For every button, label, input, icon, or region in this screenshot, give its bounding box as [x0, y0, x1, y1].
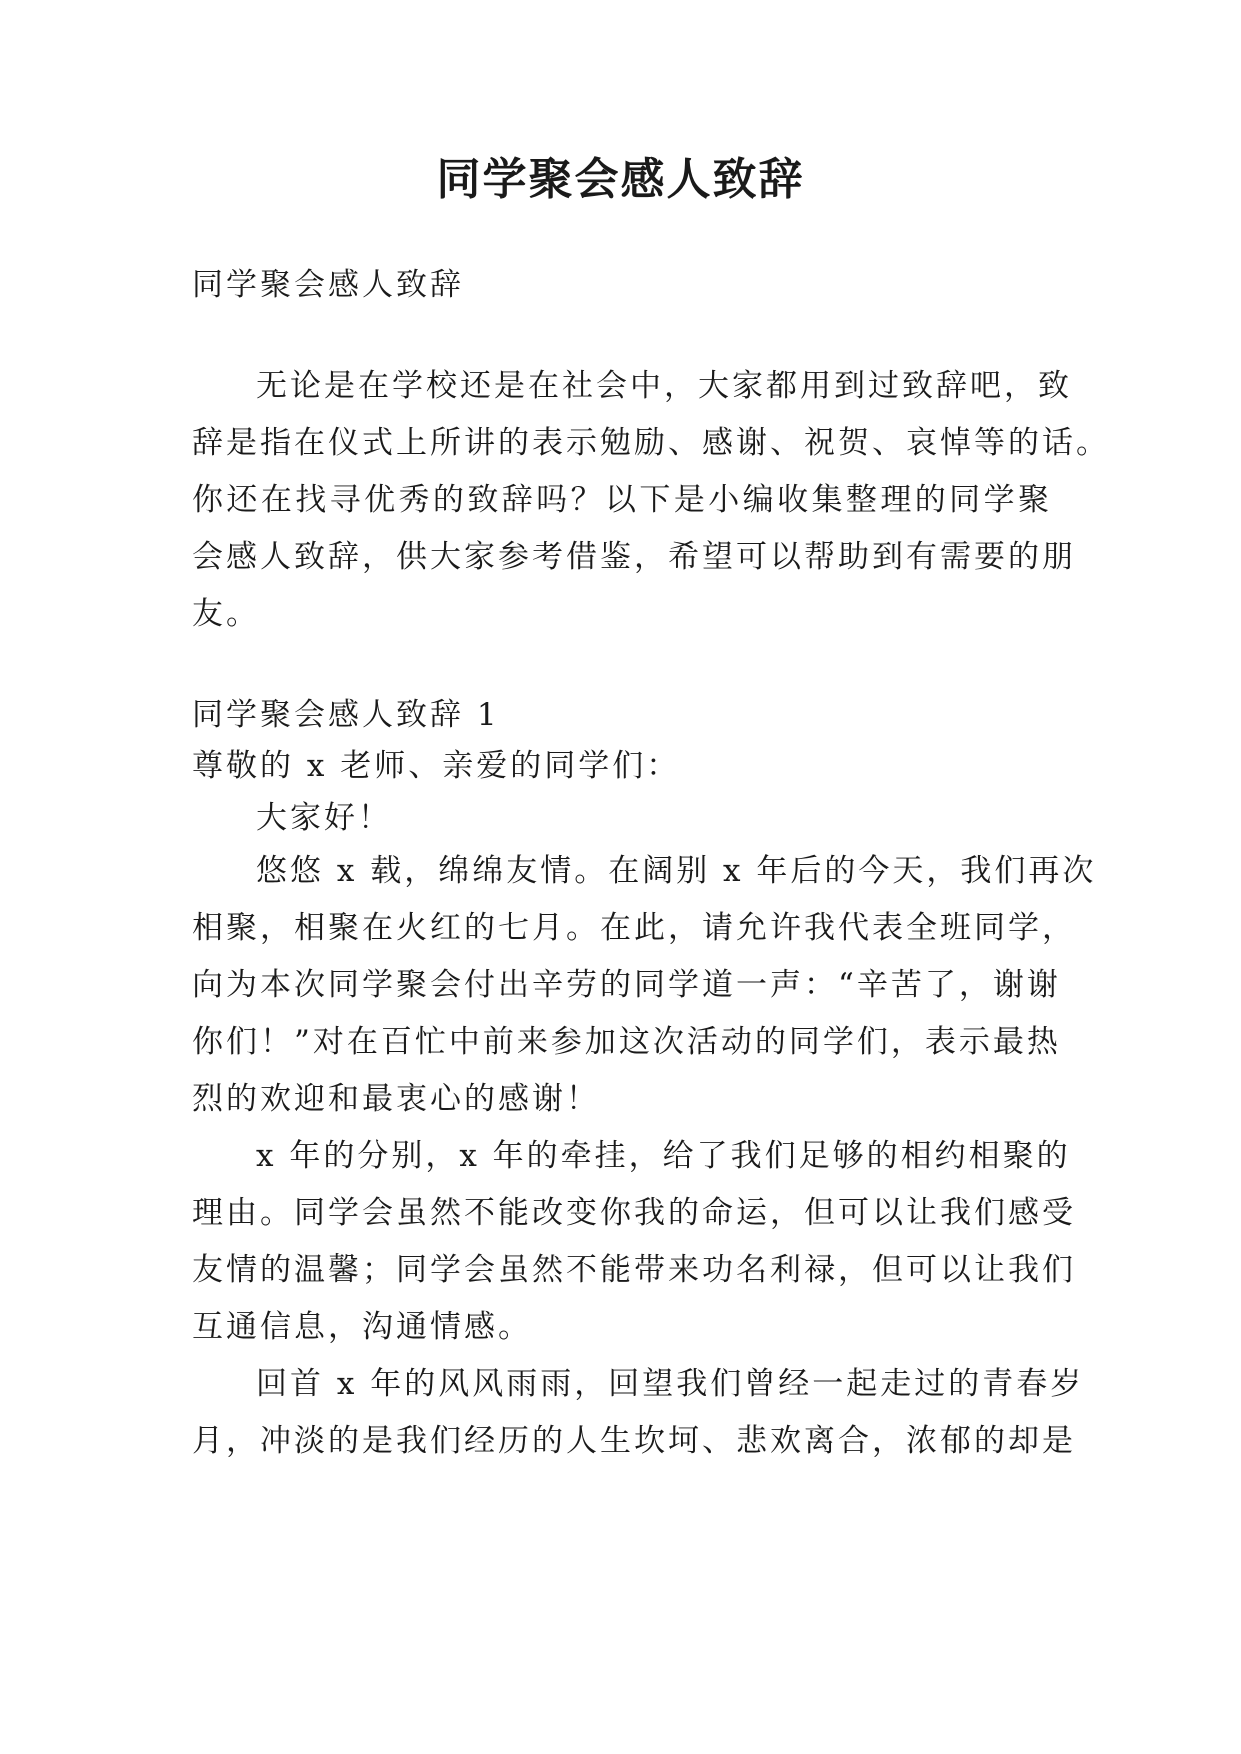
intro-line: 你还在找寻优秀的致辞吗？以下是小编收集整理的同学聚	[192, 482, 1052, 518]
paragraph-line: 悠悠 x 载，绵绵友情。在阔别 x 年后的今天，我们再次	[256, 853, 1097, 889]
paragraph-line: 互通信息，沟通情感。	[192, 1309, 532, 1345]
intro-line: 友。	[192, 596, 260, 632]
section-heading: 同学聚会感人致辞 1	[192, 697, 500, 733]
greeting: 大家好！	[256, 800, 392, 836]
paragraph-line: x 年的分别，x 年的牵挂，给了我们足够的相约相聚的	[256, 1138, 1071, 1174]
salutation: 尊敬的 x 老师、亲爱的同学们：	[192, 748, 681, 784]
paragraph-line: 月，冲淡的是我们经历的人生坎坷、悲欢离合，浓郁的却是	[192, 1423, 1076, 1459]
paragraph-line: 理由。同学会虽然不能改变你我的命运，但可以让我们感受	[192, 1195, 1076, 1231]
paragraph-line: 向为本次同学聚会付出辛劳的同学道一声：“辛苦了，谢谢	[192, 967, 1061, 1003]
paragraph-line: 友情的温馨；同学会虽然不能带来功名利禄，但可以让我们	[192, 1252, 1076, 1288]
paragraph-line: 烈的欢迎和最衷心的感谢！	[192, 1081, 600, 1117]
paragraph-line: 相聚，相聚在火红的七月。在此，请允许我代表全班同学，	[192, 910, 1076, 946]
intro-line: 辞是指在仪式上所讲的表示勉励、感谢、祝贺、哀悼等的话。	[192, 425, 1110, 461]
document-title: 同学聚会感人致辞	[436, 154, 805, 205]
paragraph-line: 回首 x 年的风风雨雨，回望我们曾经一起走过的青春岁	[256, 1366, 1085, 1402]
intro-line: 无论是在学校还是在社会中，大家都用到过致辞吧，致	[256, 368, 1072, 404]
paragraph-line: 你们！”对在百忙中前来参加这次活动的同学们，表示最热	[192, 1024, 1061, 1060]
document-subtitle: 同学聚会感人致辞	[192, 267, 464, 303]
intro-line: 会感人致辞，供大家参考借鉴，希望可以帮助到有需要的朋	[192, 539, 1076, 575]
